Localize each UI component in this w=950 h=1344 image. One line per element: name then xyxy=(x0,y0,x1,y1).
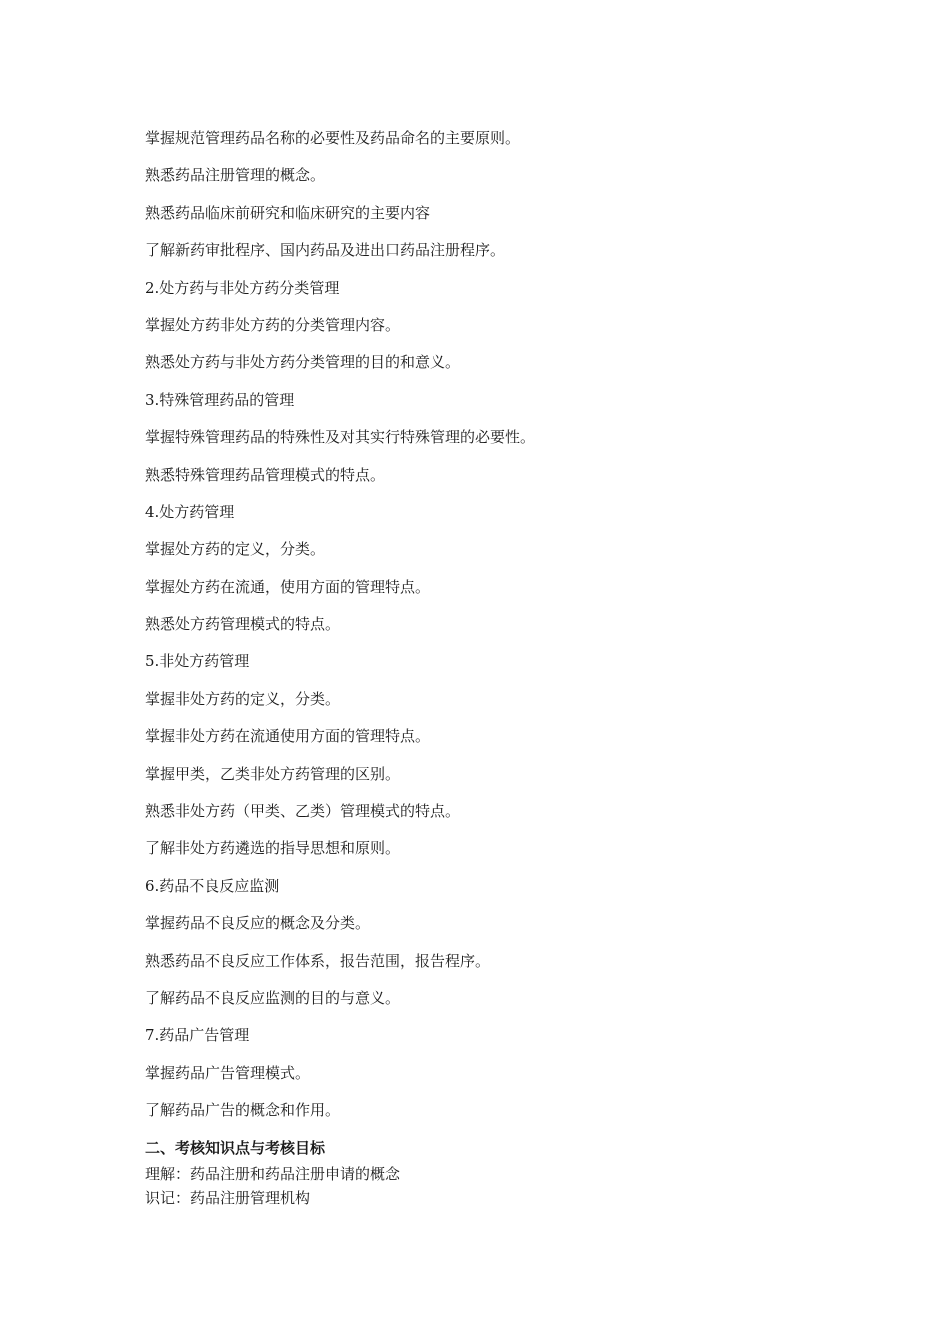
subsection-title: 2.处方药与非处方药分类管理 xyxy=(145,278,340,297)
subsection-title: 3.特殊管理药品的管理 xyxy=(145,390,295,409)
body-line: 熟悉处方药与非处方药分类管理的目的和意义。 xyxy=(145,353,461,372)
subsection-title: 6.药品不良反应监测 xyxy=(145,876,280,895)
body-line: 掌握处方药在流通，使用方面的管理特点。 xyxy=(145,577,431,596)
body-line: 掌握药品广告管理模式。 xyxy=(145,1063,311,1082)
subsection-title: 7.药品广告管理 xyxy=(145,1026,250,1045)
section-heading: 二、考核知识点与考核目标 xyxy=(145,1138,326,1157)
subsection-title: 5.非处方药管理 xyxy=(145,652,250,671)
tail-line: 理解：药品注册和药品注册申请的概念 xyxy=(145,1164,401,1183)
tail-line: 识记：药品注册管理机构 xyxy=(145,1188,311,1207)
body-line: 熟悉处方药管理模式的特点。 xyxy=(145,615,341,634)
body-line: 掌握规范管理药品名称的必要性及药品命名的主要原则。 xyxy=(145,129,521,147)
subsection-title: 4.处方药管理 xyxy=(145,502,235,521)
body-line: 掌握非处方药在流通使用方面的管理特点。 xyxy=(145,727,431,746)
body-line: 了解非处方药遴选的指导思想和原则。 xyxy=(145,839,401,858)
document-body xyxy=(145,126,845,1210)
body-line: 掌握特殊管理药品的特殊性及对其实行特殊管理的必要性。 xyxy=(145,428,536,447)
body-line: 掌握药品不良反应的概念及分类。 xyxy=(145,914,371,933)
body-line: 掌握非处方药的定义，分类。 xyxy=(145,689,341,708)
body-line: 熟悉非处方药（甲类、乙类）管理模式的特点。 xyxy=(145,802,461,821)
body-line: 掌握甲类，乙类非处方药管理的区别。 xyxy=(145,764,401,783)
body-line: 掌握处方药的定义，分类。 xyxy=(145,540,326,559)
body-line: 了解药品不良反应监测的目的与意义。 xyxy=(145,988,401,1007)
body-line: 熟悉特殊管理药品管理模式的特点。 xyxy=(145,465,386,484)
body-line: 熟悉药品临床前研究和临床研究的主要内容 xyxy=(145,203,431,222)
body-line: 熟悉药品不良反应工作体系，报告范围，报告程序。 xyxy=(145,951,491,970)
body-line: 掌握处方药非处方药的分类管理内容。 xyxy=(145,315,401,334)
body-line: 了解新药审批程序、国内药品及进出口药品注册程序。 xyxy=(145,241,506,260)
body-line: 熟悉药品注册管理的概念。 xyxy=(145,166,326,185)
body-line: 了解药品广告的概念和作用。 xyxy=(145,1101,341,1120)
